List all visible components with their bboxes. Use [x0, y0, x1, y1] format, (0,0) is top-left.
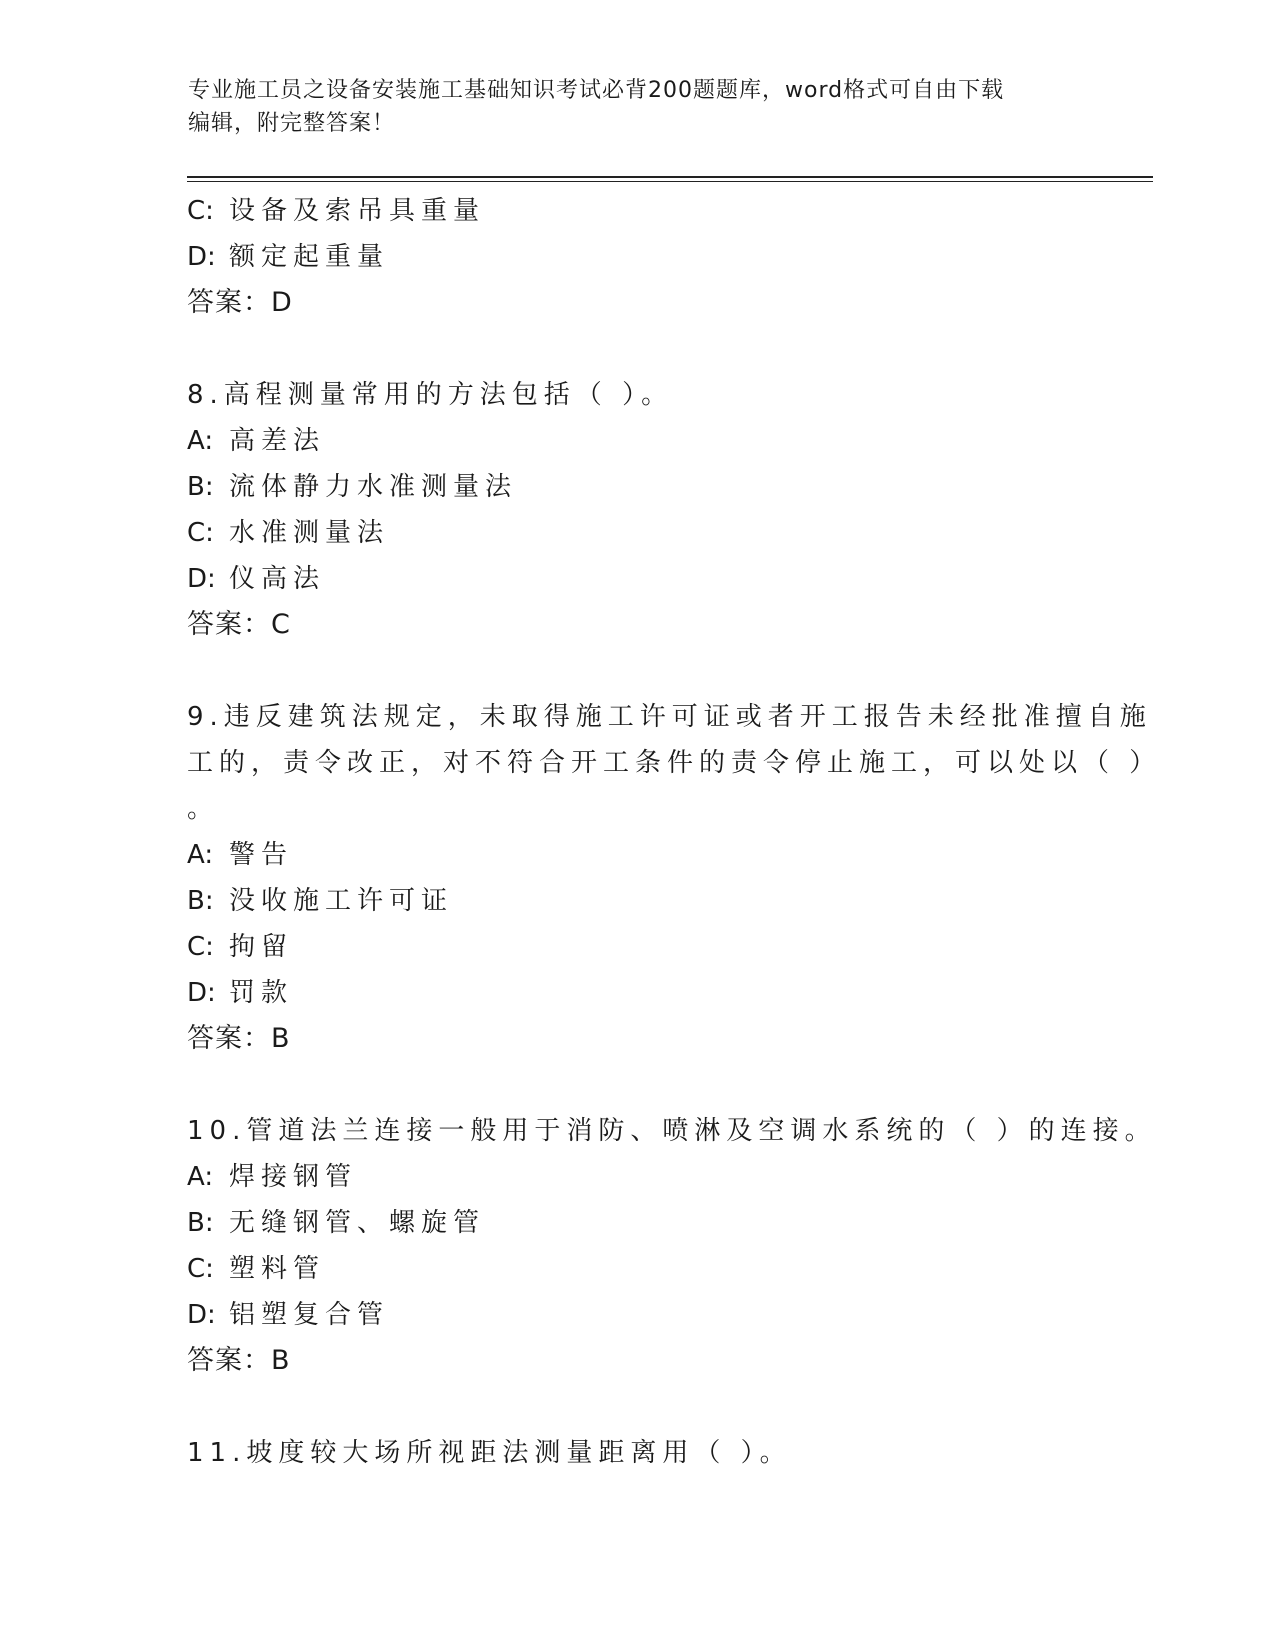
q8-option-b — [187, 464, 1087, 510]
option-text: 高差法 — [229, 426, 326, 456]
q11-stem: 11.坡度较大场所视距法测量距离用（ ）。 — [187, 1438, 792, 1468]
option-key: B: — [187, 472, 214, 502]
q7-option-c — [187, 188, 1087, 234]
q8-option-d — [187, 556, 1087, 602]
q7-answer: 答案：D — [187, 287, 293, 318]
option-text: 设备及索吊具重量 — [229, 196, 486, 226]
option-text: 流体静力水准测量法 — [229, 472, 518, 502]
q8-option-a — [187, 418, 1087, 464]
option-key: C: — [187, 518, 214, 548]
spacer — [187, 648, 1087, 694]
option-key: C: — [187, 1254, 214, 1284]
q8-answer: 答案：C — [187, 609, 291, 640]
spacer — [187, 1062, 1087, 1108]
option-key: A: — [187, 840, 214, 870]
spacer — [187, 1384, 1087, 1430]
q9-stem-line3: 。 — [187, 794, 220, 824]
option-key: C: — [187, 932, 214, 962]
q9-option-b — [187, 878, 1087, 924]
option-text: 拘留 — [229, 932, 294, 962]
header-divider-thick — [187, 176, 1153, 178]
q9-answer: 答案：B — [187, 1023, 291, 1054]
q10-option-c — [187, 1246, 1087, 1292]
option-key: B: — [187, 886, 214, 916]
q8-stem: 8.高程测量常用的方法包括（ ）。 — [187, 380, 674, 410]
option-text: 水准测量法 — [229, 518, 390, 548]
q10-option-a — [187, 1154, 1087, 1200]
option-key: D: — [187, 242, 216, 272]
option-text: 没收施工许可证 — [229, 886, 454, 916]
q9-stem-line1: 9.违反建筑法规定，未取得施工许可证或者开工报告未经批准擅自施 — [187, 702, 1152, 732]
q10-answer: 答案：B — [187, 1345, 291, 1376]
option-text: 无缝钢管、螺旋管 — [229, 1208, 486, 1238]
option-text: 额定起重量 — [229, 242, 390, 272]
option-key: D: — [187, 1300, 216, 1330]
option-key: D: — [187, 978, 216, 1008]
option-text: 警告 — [229, 840, 294, 870]
q7-option-d — [187, 234, 1087, 280]
header-title-line1: 专业施工员之设备安装施工基础知识考试必背200题题库，word格式可自由下载 — [188, 78, 1005, 103]
header-title-line2: 编辑，附完整答案！ — [188, 111, 396, 136]
option-key: C: — [187, 196, 214, 226]
option-key: A: — [187, 426, 214, 456]
q10-stem: 10.管道法兰连接一般用于消防、喷淋及空调水系统的（ ）的连接。 — [187, 1116, 1157, 1146]
option-text: 铝塑复合管 — [229, 1300, 390, 1330]
option-text: 焊接钢管 — [229, 1162, 358, 1192]
option-text: 仪高法 — [229, 564, 326, 594]
question-list — [187, 188, 1162, 1476]
option-text: 塑料管 — [229, 1254, 326, 1284]
header-divider-thin — [187, 181, 1153, 182]
q9-option-c — [187, 924, 1087, 970]
option-key: A: — [187, 1162, 214, 1192]
q10-option-b — [187, 1200, 1087, 1246]
option-text: 罚款 — [229, 978, 294, 1008]
q9-option-a — [187, 832, 1087, 878]
document-header — [188, 74, 1088, 140]
q9-option-d — [187, 970, 1087, 1016]
option-key: D: — [187, 564, 216, 594]
spacer — [187, 326, 1087, 372]
q10-option-d — [187, 1292, 1087, 1338]
q9-stem-line2: 工的，责令改正，对不符合开工条件的责令停止施工，可以处以（ ） — [187, 748, 1162, 778]
option-key: B: — [187, 1208, 214, 1238]
q8-option-c — [187, 510, 1087, 556]
